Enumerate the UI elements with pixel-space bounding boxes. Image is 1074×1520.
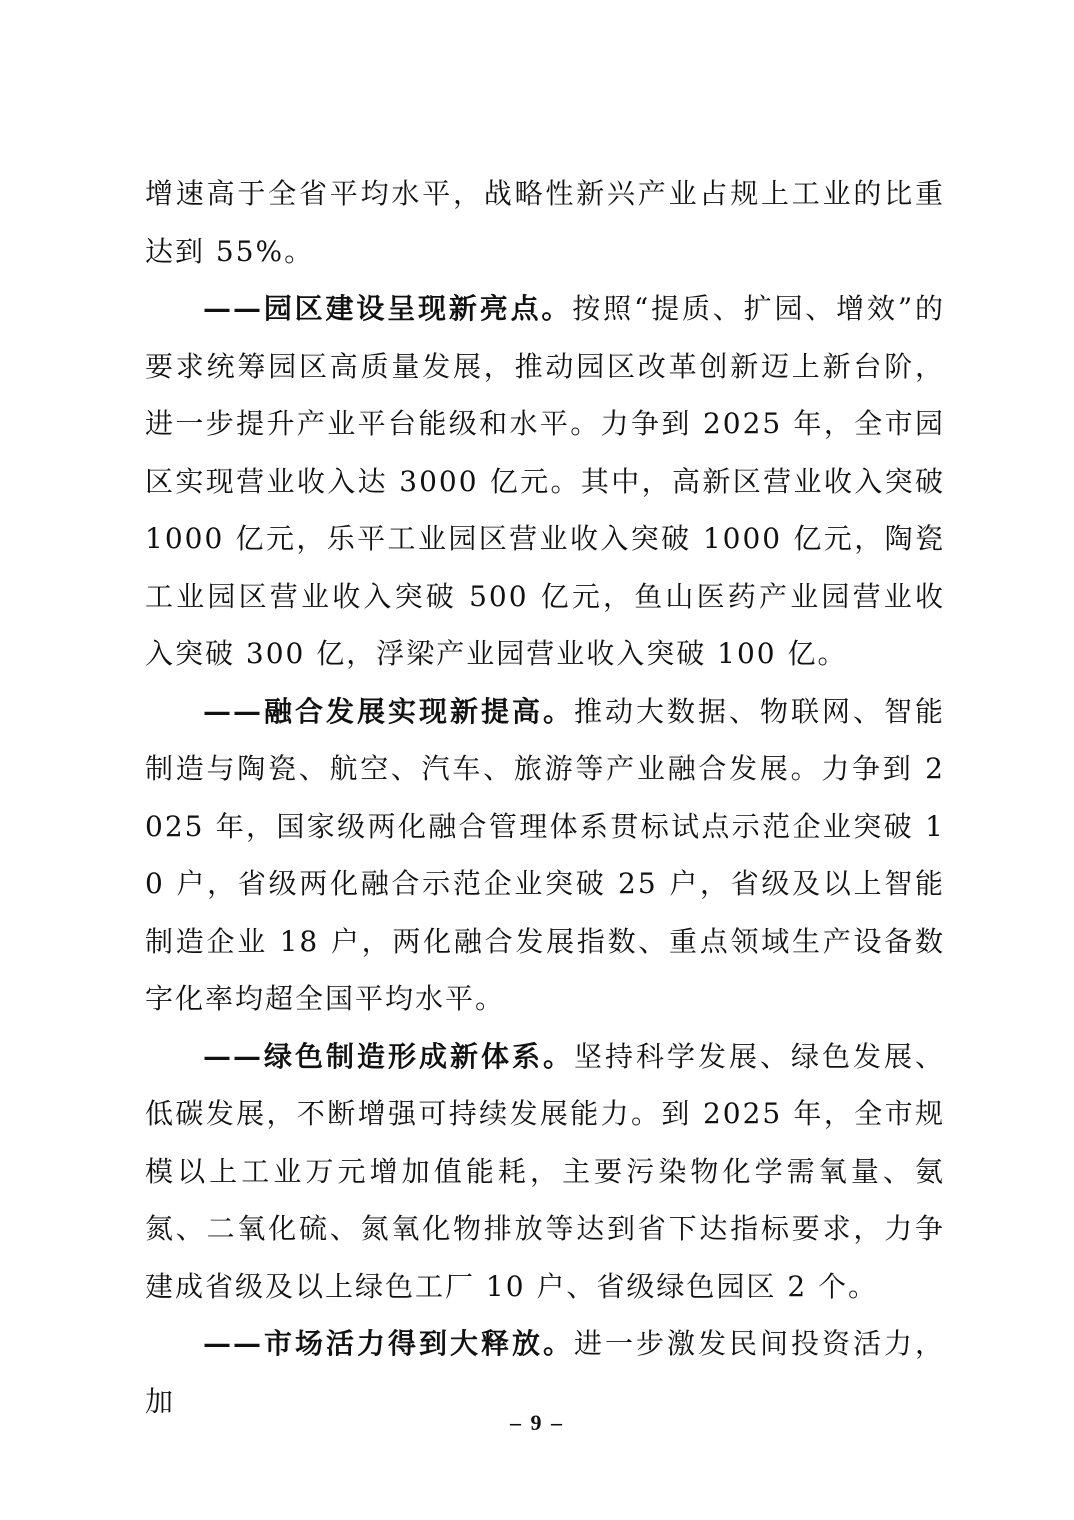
paragraph-green-manufacturing — [145, 1028, 945, 1316]
page-number: – 9 – — [510, 1410, 564, 1435]
paragraph-text: 进一步激发民间投资活力，加 — [145, 1327, 945, 1418]
paragraph-text: 增速高于全省平均水平，战略性新兴产业占规上工业的比重达到 55%。 — [145, 177, 945, 268]
paragraph-text: 推动大数据、物联网、智能制造与陶瓷、航空、汽车、旅游等产业融合发展。力争到 2025 年，国家级两化融合管理体系贯标试点示范企业突破 10 户，省级两化融合示范企业突破 25 户，省级及以上智能制造企业 18 户，两化融合发展指数、重点领域生产设备数字化率均超全国平均水平。 — [145, 694, 945, 1015]
paragraph-heading: ——市场活力得到大释放。 — [203, 1327, 574, 1360]
paragraph-park-construction — [145, 280, 945, 683]
paragraph-text: 坚持科学发展、绿色发展、低碳发展，不断增强可持续发展能力。到 2025 年，全市规模以上工业万元增加值能耗，主要污染物化学需氧量、氨氮、二氧化硫、氮氧化物排放等达到省下达指标要求，力争建成省级及以上绿色工厂 10 户、省级绿色园区 2 个。 — [145, 1039, 945, 1303]
paragraph-heading: ——绿色制造形成新体系。 — [203, 1039, 574, 1073]
document-body — [145, 165, 945, 1430]
paragraph-heading: ——园区建设呈现新亮点。 — [203, 292, 573, 325]
paragraph-heading: ——融合发展实现新提高。 — [203, 694, 574, 728]
paragraph-text: 按照“提质、扩园、增效”的要求统筹园区高质量发展，推动园区改革创新迈上新台阶，进一步提升产业平台能级和水平。力争到 2025 年，全市园区实现营业收入达 3000 亿元。其中，高新区营业收入突破 1000 亿元，乐平工业园区营业收入突破 1000 亿元，陶瓷工业园区营业收入突破 500 亿元，鱼山医药产业园营业收入突破 300 亿，浮梁产业园营业收入突破 100 亿。 — [145, 292, 945, 670]
paragraph-continuation — [145, 165, 945, 280]
paragraph-integrated-development — [145, 683, 945, 1028]
